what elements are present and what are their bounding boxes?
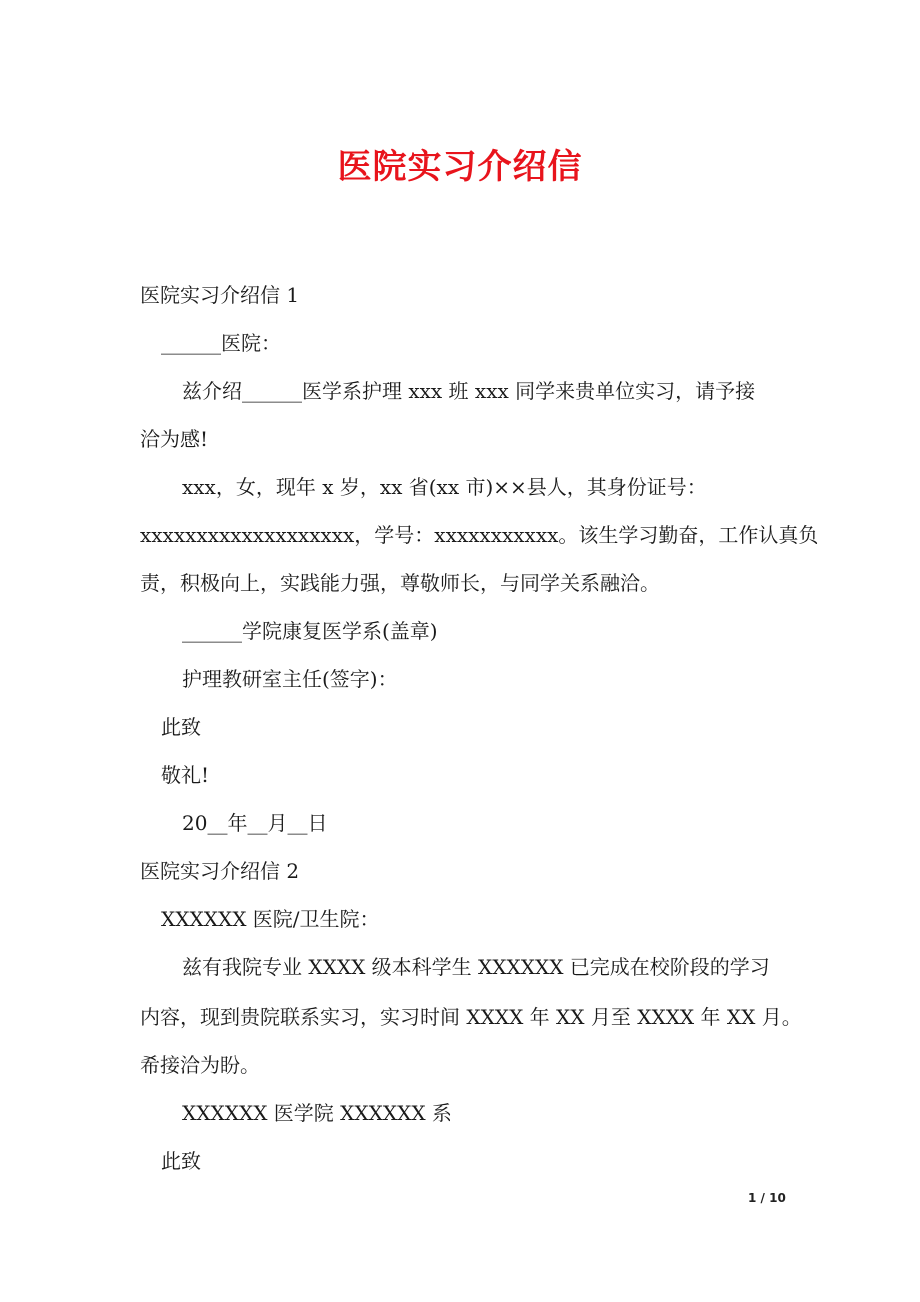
salutation-line: XXXXXX 医院/卫生院：	[161, 907, 380, 931]
closing-line: 此致	[161, 715, 201, 739]
salutation-line: ______医院：	[161, 331, 281, 355]
paragraph-line: 希接洽为盼。	[140, 1053, 260, 1077]
paragraph-line: 洽为感!	[140, 427, 209, 451]
closing-line: 敬礼!	[161, 763, 210, 787]
paragraph-line: 内容，现到贵院联系实习，实习时间 XXXX 年 XX 月至 XXXX 年 XX 月。	[140, 1005, 802, 1029]
page-title: 医院实习介绍信	[337, 147, 583, 187]
paragraph-line: 兹有我院专业 XXXX 级本科学生 XXXXXX 已完成在校阶段的学习	[182, 955, 770, 979]
section-heading-2: 医院实习介绍信 2	[140, 859, 300, 883]
paragraph-line: 责，积极向上，实践能力强，尊敬师长，与同学关系融洽。	[140, 571, 660, 595]
sender-line: XXXXXX 医学院 XXXXXX 系	[182, 1101, 452, 1125]
paragraph-line: xxx，女，现年 x 岁，xx 省(xx 市)××县人，其身份证号：	[182, 475, 707, 499]
stamp-line: ______学院康复医学系(盖章)	[182, 619, 438, 643]
page-number: 1 / 10	[748, 1191, 786, 1205]
paragraph-line: xxxxxxxxxxxxxxxxxxx，学号：xxxxxxxxxxx。该生学习勤奋，工作认真负	[140, 523, 819, 547]
paragraph-line: 兹介绍______医学系护理 xxx 班 xxx 同学来贵单位实习，请予接	[182, 379, 756, 403]
section-heading-1: 医院实习介绍信 1	[140, 283, 300, 307]
date-line: 20__年__月__日	[182, 811, 328, 835]
signature-line: 护理教研室主任(签字)：	[182, 667, 398, 691]
closing-line: 此致	[161, 1149, 201, 1173]
